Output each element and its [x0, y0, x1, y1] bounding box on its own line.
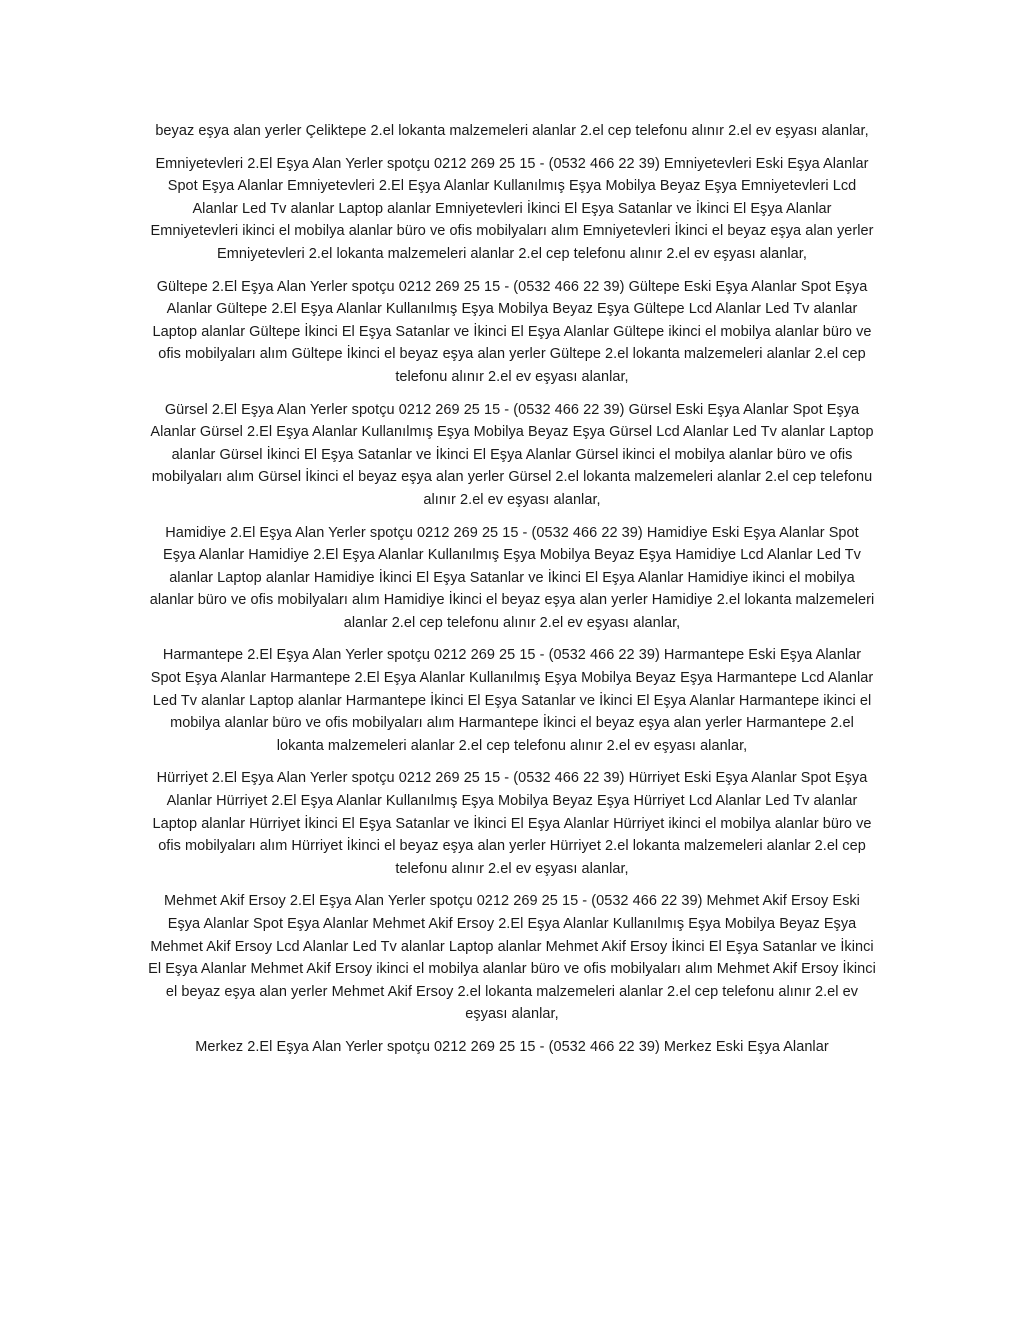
paragraph-harmantepe: Harmantepe 2.El Eşya Alan Yerler spotçu 0212 269 25 15 - (0532 466 22 39) Harmantepe Eski Eşya Alanlar Spot Eşya Alanlar Harmantepe 2.El Eşya Alanlar Kullanılmış Eşya Mobilya Beyaz Eşya Harmantepe Lcd Alanlar Led Tv alanlar Laptop alanlar Harmantepe İkinci El Eşya Satanlar ve İkinci El Eşya Alanlar Harmantepe ikinci el mobilya alanlar büro ve ofis mobilyaları alım Harmantepe İkinci el beyaz eşya alan yerler Harmantepe 2.el lokanta malzemeleri alanlar 2.el cep telefonu alınır 2.el ev eşyası alanlar, [150, 647, 874, 754]
paragraph-gultepe: Gültepe 2.El Eşya Alan Yerler spotçu 0212 269 25 15 - (0532 466 22 39) Gültepe Eski Eşya Alanlar Spot Eşya Alanlar Gültepe 2.El Eşya Alanlar Kullanılmış Eşya Mobilya Beyaz Eşya Gültepe Lcd Alanlar Led Tv alanlar Laptop alanlar Gültepe İkinci El Eşya Satanlar ve İkinci El Eşya Alanlar Gültepe ikinci el mobilya alanlar büro ve ofis mobilyaları alım Gültepe İkinci el beyaz eşya alan yerler Gültepe 2.el lokanta malzemeleri alanlar 2.el cep telefonu alınır 2.el ev eşyası alanlar, [152, 278, 872, 385]
paragraph-gursel: Gürsel 2.El Eşya Alan Yerler spotçu 0212 269 25 15 - (0532 466 22 39) Gürsel Eski Eşya Alanlar Spot Eşya Alanlar Gürsel 2.El Eşya Alanlar Kullanılmış Eşya Mobilya Beyaz Eşya Gürsel Lcd Alanlar Led Tv alanlar Laptop alanlar Gürsel İkinci El Eşya Satanlar ve İkinci El Eşya Alanlar Gürsel ikinci el mobilya alanlar büro ve ofis mobilyaları alım Gürsel İkinci el beyaz eşya alan yerler Gürsel 2.el lokanta malzemeleri alanlar 2.el cep telefonu alınır 2.el ev eşyası alanlar, [150, 401, 874, 508]
paragraph-hurriyet: Hürriyet 2.El Eşya Alan Yerler spotçu 0212 269 25 15 - (0532 466 22 39) Hürriyet Eski Eşya Alanlar Spot Eşya Alanlar Hürriyet 2.El Eşya Alanlar Kullanılmış Eşya Mobilya Beyaz Eşya Hürriyet Lcd Alanlar Led Tv alanlar Laptop alanlar Hürriyet İkinci El Eşya Satanlar ve İkinci El Eşya Alanlar Hürriyet ikinci el mobilya alanlar büro ve ofis mobilyaları alım Hürriyet İkinci el beyaz eşya alan yerler Hürriyet 2.el lokanta malzemeleri alanlar 2.el cep telefonu alınır 2.el ev eşyası alanlar, [152, 770, 872, 877]
paragraph-emniyetevleri: Emniyetevleri 2.El Eşya Alan Yerler spotçu 0212 269 25 15 - (0532 466 22 39) Emniyetevleri Eski Eşya Alanlar Spot Eşya Alanlar Emniyetevleri 2.El Eşya Alanlar Kullanılmış Eşya Mobilya Beyaz Eşya Emniyetevleri Lcd Alanlar Led Tv alanlar Laptop alanlar Emniyetevleri İkinci El Eşya Satanlar ve İkinci El Eşya Alanlar Emniyetevleri ikinci el mobilya alanlar büro ve ofis mobilyaları alım Emniyetevleri İkinci el beyaz eşya alan yerler Emniyetevleri 2.el lokanta malzemeleri alanlar 2.el cep telefonu alınır 2.el ev eşyası alanlar, [150, 155, 874, 262]
paragraph-mehmet-akif-ersoy: Mehmet Akif Ersoy 2.El Eşya Alan Yerler spotçu 0212 269 25 15 - (0532 466 22 39) Mehmet Akif Ersoy Eski Eşya Alanlar Spot Eşya Alanlar Mehmet Akif Ersoy 2.El Eşya Alanlar Kullanılmış Eşya Mobilya Beyaz Eşya Mehmet Akif Ersoy Lcd Alanlar Led Tv alanlar Laptop alanlar Mehmet Akif Ersoy İkinci El Eşya Satanlar ve İkinci El Eşya Alanlar Mehmet Akif Ersoy ikinci el mobilya alanlar büro ve ofis mobilyaları alım Mehmet Akif Ersoy İkinci el beyaz eşya alan yerler Mehmet Akif Ersoy 2.el lokanta malzemeleri alanlar 2.el cep telefonu alınır 2.el ev eşyası alanlar, [148, 893, 876, 1023]
paragraph-celiktepe-tail: beyaz eşya alan yerler Çeliktepe 2.el lokanta malzemeleri alanlar 2.el cep telefonu alınır 2.el ev eşyası alanlar, [155, 123, 869, 139]
paragraph-hamidiye: Hamidiye 2.El Eşya Alan Yerler spotçu 0212 269 25 15 - (0532 466 22 39) Hamidiye Eski Eşya Alanlar Spot Eşya Alanlar Hamidiye 2.El Eşya Alanlar Kullanılmış Eşya Mobilya Beyaz Eşya Hamidiye Lcd Alanlar Led Tv alanlar Laptop alanlar Hamidiye İkinci El Eşya Satanlar ve İkinci El Eşya Alanlar Hamidiye ikinci el mobilya alanlar büro ve ofis mobilyaları alım Hamidiye İkinci el beyaz eşya alan yerler Hamidiye 2.el lokanta malzemeleri alanlar 2.el cep telefonu alınır 2.el ev eşyası alanlar, [149, 524, 875, 631]
paragraph-merkez: Merkez 2.El Eşya Alan Yerler spotçu 0212 269 25 15 - (0532 466 22 39) Merkez Eski Eşya Alanlar [195, 1038, 829, 1055]
page-body [147, 120, 877, 1059]
